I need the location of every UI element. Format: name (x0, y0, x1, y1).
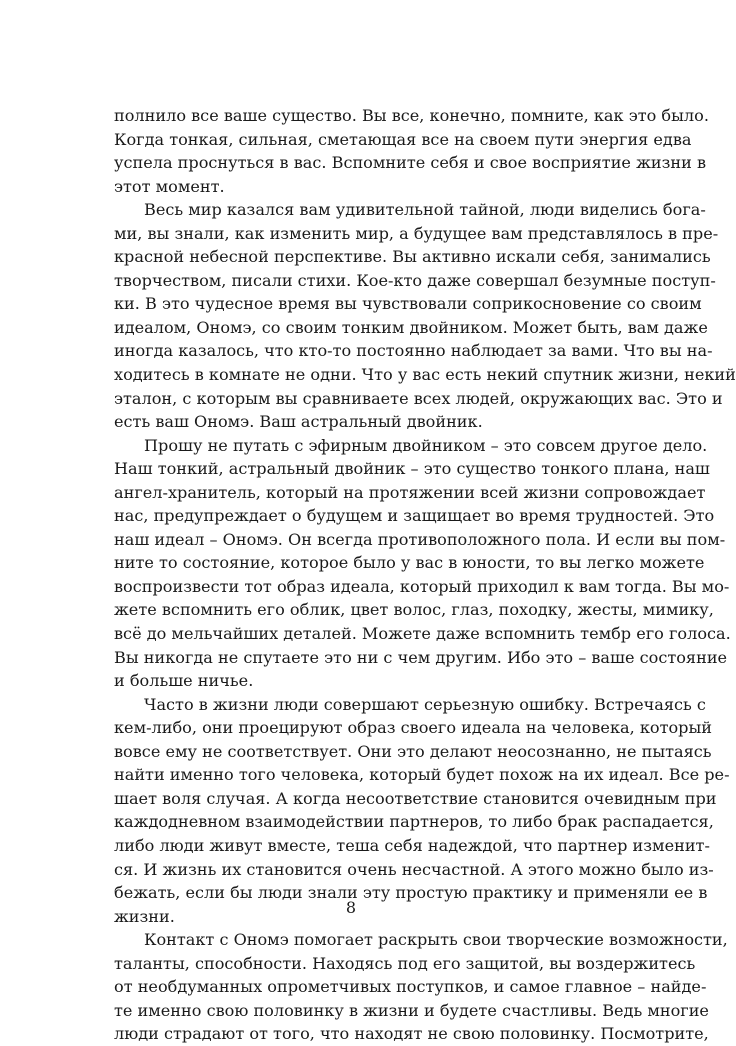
text-line: бежать, если бы люди знали эту простую практику и применяли ее в (114, 883, 708, 903)
text-line: красной небесной перспективе. Вы активно искали себя, занимались (114, 247, 711, 267)
text-line: Наш тонкий, астральный двойник – это существо тонкого плана, наш (114, 459, 710, 479)
text-line: ангел-хранитель, который на протяжении всей жизни сопровождает (114, 482, 706, 502)
text-line: каждодневном взаимодействии партнеров, то либо брак распадается, (114, 812, 714, 832)
text-line: идеалом, Ономэ, со своим тонким двойником. Может быть, вам даже (114, 317, 708, 337)
text-line: творчеством, писали стихи. Кое-кто даже совершал безумные поступ- (114, 270, 716, 290)
text-line: ми, вы знали, как изменить мир, а будущее вам представлялось в пре- (114, 223, 719, 243)
paragraph (114, 198, 736, 433)
text-line: жете вспомнить его облик, цвет волос, глаз, походку, жесты, мимику, (114, 600, 714, 620)
text-line: кем-либо, они проецируют образ своего идеала на человека, который (114, 718, 713, 738)
text-line: Когда тонкая, сильная, сметающая все на своем пути энергия едва (114, 129, 692, 149)
text-line: успела проснуться в вас. Вспомните себя и свое восприятие жизни в (114, 153, 707, 173)
text-line: нас, предупреждает о будущем и защищает во время трудностей. Это (114, 506, 715, 526)
text-line: этот момент. (114, 176, 225, 196)
text-line: ся. И жизнь их становится очень несчастной. А этого можно было из- (114, 859, 714, 879)
text-line: найти именно того человека, который будет похож на их идеал. Все ре- (114, 765, 730, 785)
text-line: ходитесь в комнате не одни. Что у вас есть некий спутник жизни, некий (114, 365, 736, 385)
text-line: либо люди живут вместе, теша себя надеждой, что партнер изменит- (114, 835, 710, 855)
text-line: есть ваш Ономэ. Ваш астральный двойник. (114, 412, 483, 432)
paragraph (114, 928, 728, 1046)
text-line: жизни. (114, 906, 175, 926)
text-line: Весь мир казался вам удивительной тайной, люди виделись бога- (144, 200, 706, 220)
text-line: всё до мельчайших деталей. Можете даже вспомнить тембр его голоса. (114, 624, 731, 644)
paragraph (114, 434, 731, 693)
text-line: те именно свою половинку в жизни и будете счастливы. Ведь многие (114, 1000, 709, 1020)
text-line: Контакт с Ономэ помогает раскрыть свои творческие возможности, (144, 930, 728, 950)
text-line: ки. В это чудесное время вы чувствовали соприкосновение со своим (114, 294, 702, 314)
text-line: полнило все ваше существо. Вы все, конечно, помните, как это было. (114, 106, 709, 125)
text-line: таланты, способности. Находясь под его защитой, вы воздержитесь (114, 953, 696, 973)
paragraph (114, 693, 730, 928)
text-line: и больше ничье. (114, 671, 254, 691)
text-line: люди страдают от того, что находят не свою половинку. Посмотрите, (114, 1024, 709, 1044)
text-line: воспроизвести тот образ идеала, который приходил к вам тогда. Вы мо- (114, 576, 730, 596)
text-line: иногда казалось, что кто-то постоянно наблюдает за вами. Что вы на- (114, 341, 713, 361)
paragraph (114, 104, 709, 198)
text-line: Вы никогда не спутаете это ни с чем другим. Ибо это – ваше состояние (114, 647, 728, 667)
text-line: от необдуманных опрометчивых поступков, и самое главное – найде- (114, 977, 707, 997)
text-line: эталон, с которым вы сравниваете всех людей, окружающих вас. Это и (114, 388, 723, 408)
text-line: вовсе ему не соответствует. Они это делают неосознанно, не пытаясь (114, 741, 712, 761)
text-line: наш идеал – Ономэ. Он всегда противоположного пола. И если вы пом- (114, 529, 726, 549)
text-line: Часто в жизни люди совершают серьезную ошибку. Встречаясь с (144, 694, 706, 714)
text-line: шает воля случая. А когда несоответствие становится очевидным при (114, 788, 717, 808)
text-line: ните то состояние, которое было у вас в юности, то вы легко можете (114, 553, 705, 573)
page-number: 8 (345, 898, 357, 917)
text-line: Прошу не путать с эфирным двойником – это совсем другое дело. (144, 435, 708, 455)
